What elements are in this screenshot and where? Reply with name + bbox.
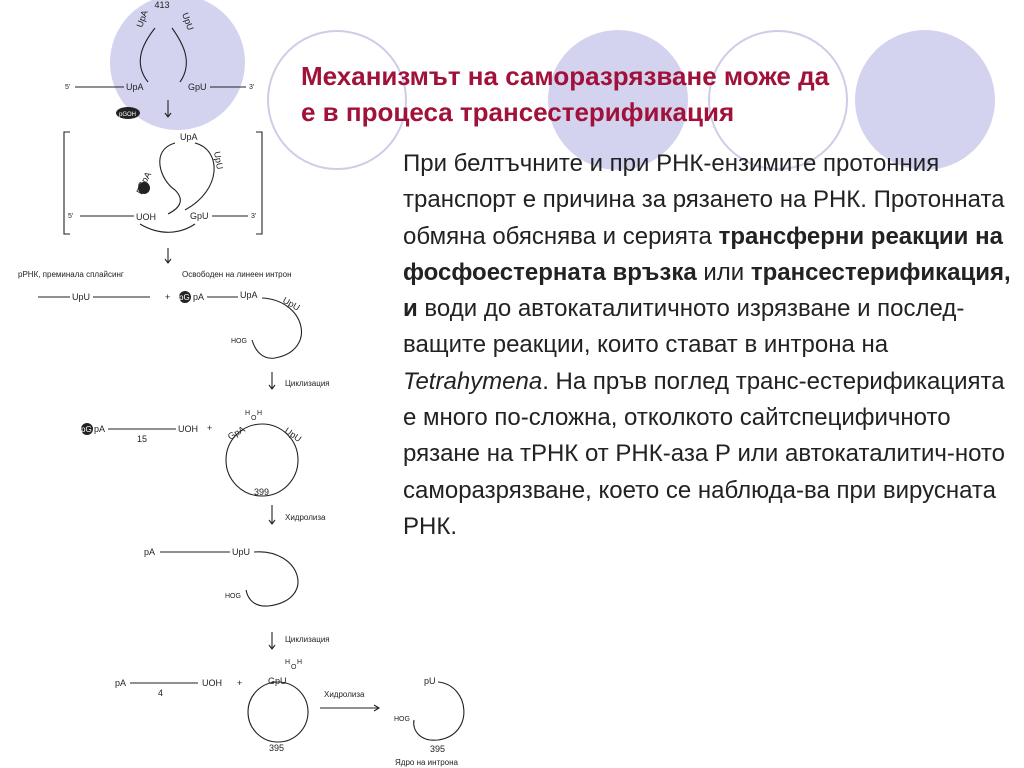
label-gpu-1: GpU	[188, 82, 207, 92]
body-part-4: . На пръв поглед транс-естерификацията е много по-сложна, отколкото сайтспецифичното рязане на тРНК от РНК-аза Р или автокаталитич-ното саморазрязване, което се наблюда-ва при вирусната РНК.	[403, 367, 1006, 540]
label-pg-3: pG	[179, 293, 190, 302]
three-prime-1: 3'	[249, 84, 255, 91]
plus-3: +	[237, 678, 243, 688]
body-part-1: При белтъчните и при РНК-ензимите протонния транспорт е причина за рязането на РНК. Протонната обмяна обяснява и серията	[403, 150, 1005, 250]
label-upu-3b: UpU	[281, 295, 302, 313]
plus-1: +	[165, 292, 171, 302]
bracket-right	[256, 132, 262, 234]
body-part-3: води до автокаталитичното изрязване и послед-ващите реакции, които стават в интрона на	[403, 295, 965, 359]
label-gpa-4: GpA	[226, 424, 247, 442]
label-upa-2: UpA	[180, 132, 198, 142]
label-h-4a: H	[245, 410, 251, 417]
label-o-6: O	[291, 664, 297, 671]
label-395a: 395	[269, 743, 285, 753]
label-hog-7: HOG	[394, 716, 410, 723]
core-arc	[414, 682, 464, 740]
label-pu-7: pU	[424, 676, 436, 686]
label-uoh-4: UOH	[178, 424, 198, 434]
label-uoh-2: UOH	[136, 212, 156, 222]
label-o-4: O	[251, 415, 257, 422]
label-hog-3: HOG	[231, 338, 247, 345]
attack-arc-2	[140, 224, 195, 232]
label-hydrolysis-2: Хидролиза	[324, 690, 365, 699]
label-hog-5: HOG	[225, 593, 241, 600]
title-line-1: Механизмът на саморазрязване може да	[301, 61, 830, 91]
caption-spliced: рРНК, преминала сплайсинг	[18, 270, 124, 279]
label-uoh-6: UOH	[202, 678, 222, 688]
label-pg-4: pG	[81, 425, 92, 434]
body-bold-2: трансестерификация, и	[403, 258, 1011, 323]
label-core: Ядро на интрона	[395, 758, 458, 767]
label-gpu-6: GpU	[268, 676, 287, 686]
label-cyclization-2: Циклизация	[285, 635, 330, 644]
label-395b: 395	[430, 744, 446, 754]
intron-arc-5	[246, 552, 298, 606]
label-upu-3: UpU	[72, 292, 91, 302]
loop-right	[172, 28, 186, 82]
label-pa-4: pA	[94, 424, 106, 434]
label-upa-3: UpA	[240, 290, 258, 300]
plus-2: +	[207, 423, 213, 433]
five-prime-2: 5'	[68, 213, 74, 220]
body-italic-1: Tetrahymena	[403, 367, 543, 395]
label-15: 15	[137, 434, 148, 444]
label-pgpa-2: pGpA	[133, 170, 154, 195]
three-prime-2: 3'	[251, 213, 257, 220]
circle-intron-395	[248, 682, 308, 742]
label-hydrolysis-1: Хидролиза	[285, 513, 326, 522]
label-upa-1: UpA	[126, 82, 144, 92]
loop-left	[140, 28, 155, 82]
label-gpu-2: GpU	[190, 211, 209, 221]
label-upu-4: UpU	[282, 425, 304, 444]
label-413: 413	[154, 0, 170, 10]
label-cyclization-1: Циклизация	[285, 379, 330, 388]
body-part-2: или	[696, 258, 751, 286]
label-h-6b: H	[297, 659, 303, 666]
label-pa-5: pA	[144, 547, 156, 557]
caption-released: Освободен на линеен интрон	[182, 270, 292, 279]
label-h-6a: H	[285, 659, 291, 666]
body-bold-1: трансферни реакции на фосфоестерната връзка	[403, 222, 1003, 286]
loop-2-left	[160, 143, 181, 214]
label-upu-2: UpU	[212, 150, 226, 171]
circle-intron-399	[226, 424, 298, 496]
label-upa-top: UpA	[134, 8, 150, 29]
label-399: 399	[254, 487, 270, 497]
body-text	[403, 146, 1018, 545]
title-line-2: е в процеса трансестерификация	[301, 97, 735, 127]
label-upu-top: UpU	[180, 11, 196, 32]
label-4: 4	[158, 688, 164, 698]
label-pa-3: pA	[193, 292, 205, 302]
label-pa-6: pA	[115, 678, 127, 688]
loop-2-right	[185, 143, 214, 210]
slide-title	[301, 58, 1001, 130]
label-upu-5: UpU	[232, 547, 251, 557]
five-prime-1: 5'	[65, 84, 71, 91]
label-h-4b: H	[257, 410, 263, 417]
label-pgoh: pGOH	[119, 112, 137, 118]
